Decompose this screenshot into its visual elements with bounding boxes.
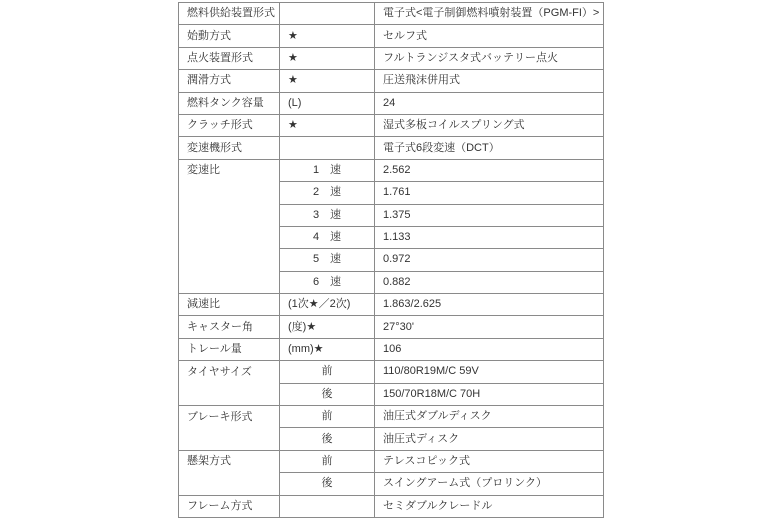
spec-sub: ★ [280, 70, 375, 92]
spec-label: トレール量 [179, 338, 280, 360]
spec-table [178, 2, 604, 518]
spec-label: 変速比 [179, 159, 280, 293]
spec-sub: 前 [280, 361, 375, 383]
spec-value: 24 [375, 92, 604, 114]
spec-value: 0.972 [375, 249, 604, 271]
spec-value: スイングアーム式（プロリンク） [375, 473, 604, 495]
spec-value: 圧送飛沫併用式 [375, 70, 604, 92]
spec-label: 減速比 [179, 294, 280, 316]
spec-label: 変速機形式 [179, 137, 280, 159]
spec-label: フレーム方式 [179, 495, 280, 517]
spec-value: 1.761 [375, 182, 604, 204]
spec-value: セルフ式 [375, 25, 604, 47]
spec-label: 点火装置形式 [179, 47, 280, 69]
table-row [179, 159, 604, 181]
spec-label: 懸架方式 [179, 450, 280, 495]
spec-label: ブレーキ形式 [179, 406, 280, 451]
table-row [179, 114, 604, 136]
spec-value: 油圧式ディスク [375, 428, 604, 450]
table-row [179, 137, 604, 159]
table-row [179, 294, 604, 316]
table-row [179, 70, 604, 92]
spec-label: 潤滑方式 [179, 70, 280, 92]
table-row [179, 3, 604, 25]
table-row [179, 47, 604, 69]
spec-label: 燃料供給装置形式 [179, 3, 280, 25]
spec-sub: ★ [280, 114, 375, 136]
table-row [179, 25, 604, 47]
spec-sub: (L) [280, 92, 375, 114]
table-row [179, 406, 604, 428]
spec-value: フルトランジスタ式バッテリー点火 [375, 47, 604, 69]
spec-value: 150/70R18M/C 70H [375, 383, 604, 405]
spec-value: 電子式<電子制御燃料噴射装置（PGM-FI）> [375, 3, 604, 25]
spec-value: 油圧式ダブルディスク [375, 406, 604, 428]
spec-value: 電子式6段変速（DCT） [375, 137, 604, 159]
spec-sub: 前 [280, 406, 375, 428]
spec-sub: 5 速 [280, 249, 375, 271]
spec-value: テレスコピック式 [375, 450, 604, 472]
spec-value: 0.882 [375, 271, 604, 293]
spec-sub: (1次★／2次) [280, 294, 375, 316]
spec-sub [280, 3, 375, 25]
spec-value: 湿式多板コイルスプリング式 [375, 114, 604, 136]
spec-value: 110/80R19M/C 59V [375, 361, 604, 383]
spec-value: 2.562 [375, 159, 604, 181]
spec-label: タイヤサイズ [179, 361, 280, 406]
spec-value: 1.375 [375, 204, 604, 226]
spec-sub: ★ [280, 47, 375, 69]
spec-value: 27°30' [375, 316, 604, 338]
spec-value: 106 [375, 338, 604, 360]
spec-label: クラッチ形式 [179, 114, 280, 136]
table-row [179, 495, 604, 517]
spec-sub: ★ [280, 25, 375, 47]
spec-sub: 2 速 [280, 182, 375, 204]
spec-label: キャスター角 [179, 316, 280, 338]
spec-sub: (度)★ [280, 316, 375, 338]
spec-value: 1.133 [375, 226, 604, 248]
spec-value: セミダブルクレードル [375, 495, 604, 517]
spec-sub: 後 [280, 383, 375, 405]
spec-sub: 4 速 [280, 226, 375, 248]
spec-sub: 3 速 [280, 204, 375, 226]
spec-sub [280, 495, 375, 517]
table-row [179, 92, 604, 114]
spec-value: 1.863/2.625 [375, 294, 604, 316]
spec-sub [280, 137, 375, 159]
table-row [179, 450, 604, 472]
spec-sub: (mm)★ [280, 338, 375, 360]
spec-sub: 前 [280, 450, 375, 472]
spec-sub: 後 [280, 473, 375, 495]
table-row [179, 361, 604, 383]
spec-sub: 1 速 [280, 159, 375, 181]
spec-sub: 後 [280, 428, 375, 450]
table-row [179, 316, 604, 338]
table-row [179, 338, 604, 360]
spec-label: 燃料タンク容量 [179, 92, 280, 114]
spec-sub: 6 速 [280, 271, 375, 293]
spec-label: 始動方式 [179, 25, 280, 47]
